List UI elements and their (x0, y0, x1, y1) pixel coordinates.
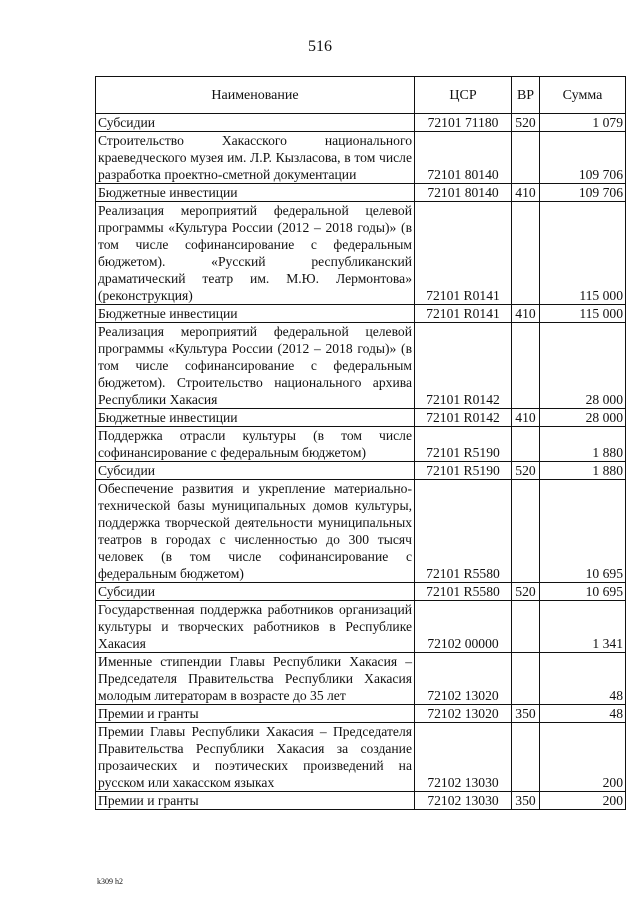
table-row (96, 653, 626, 705)
row-name: Именные стипендии Главы Республики Хакасия – Председателя Правительства Республики Хакасия молодым литераторам в возрасте до 35 лет (96, 653, 415, 705)
row-sum: 115 000 (540, 305, 626, 323)
row-csr: 72101 R5190 (415, 462, 512, 480)
row-sum: 28 000 (540, 323, 626, 409)
row-sum: 115 000 (540, 202, 626, 305)
row-csr: 72101 71180 (415, 114, 512, 132)
table-body (96, 114, 626, 810)
row-name: Премии и гранты (96, 705, 415, 723)
row-vr: 410 (512, 184, 540, 202)
row-name: Реализация мероприятий федеральной целевой программы «Культура России (2012 – 2018 годы)» (в том числе софинансирование с федеральным бюджетом). Строительство национального архива Республики Хакасия (96, 323, 415, 409)
header-row (96, 77, 626, 114)
table-row (96, 601, 626, 653)
table-row (96, 323, 626, 409)
table-row (96, 202, 626, 305)
table-row (96, 723, 626, 792)
row-vr (512, 653, 540, 705)
row-name: Субсидии (96, 462, 415, 480)
row-sum: 48 (540, 705, 626, 723)
row-csr: 72101 R5580 (415, 583, 512, 601)
row-sum: 48 (540, 653, 626, 705)
row-csr: 72102 13020 (415, 705, 512, 723)
row-sum: 1 880 (540, 462, 626, 480)
row-vr (512, 480, 540, 583)
row-name: Обеспечение развития и укрепление материально-технической базы муниципальных домов культуры, поддержка творческой деятельности муниципальных театров в городах с численностью до 300 тысяч человек (в том числе софинансирование с федеральным бюджетом) (96, 480, 415, 583)
row-sum: 1 341 (540, 601, 626, 653)
row-csr: 72101 80140 (415, 184, 512, 202)
row-name: Государственная поддержка работников организаций культуры и творческих работников в Республике Хакасия (96, 601, 415, 653)
row-csr: 72101 R0142 (415, 409, 512, 427)
table-row (96, 792, 626, 810)
row-csr: 72101 R0141 (415, 202, 512, 305)
row-name: Строительство Хакасского национального краеведческого музея им. Л.Р. Кызласова, в том числе разработка проектно-сметной документации (96, 132, 415, 184)
row-name: Бюджетные инвестиции (96, 409, 415, 427)
row-csr: 72101 80140 (415, 132, 512, 184)
table-row (96, 480, 626, 583)
header-name: Наименование (96, 77, 415, 114)
budget-table (95, 76, 626, 810)
footer-code: k309 h2 (97, 877, 123, 886)
row-vr: 350 (512, 705, 540, 723)
row-sum: 10 695 (540, 583, 626, 601)
row-csr: 72102 13030 (415, 723, 512, 792)
row-vr (512, 427, 540, 462)
row-name: Субсидии (96, 583, 415, 601)
row-vr (512, 132, 540, 184)
table-row (96, 305, 626, 323)
row-vr: 520 (512, 114, 540, 132)
row-sum: 109 706 (540, 132, 626, 184)
row-vr: 520 (512, 583, 540, 601)
row-vr (512, 202, 540, 305)
row-csr: 72101 R0141 (415, 305, 512, 323)
header-vr: ВР (512, 77, 540, 114)
header-sum: Сумма (540, 77, 626, 114)
row-sum: 28 000 (540, 409, 626, 427)
table-row (96, 462, 626, 480)
row-csr: 72102 13020 (415, 653, 512, 705)
table-row (96, 114, 626, 132)
row-vr: 410 (512, 305, 540, 323)
table-row (96, 705, 626, 723)
row-csr: 72102 00000 (415, 601, 512, 653)
table-row (96, 583, 626, 601)
table-header (96, 77, 626, 114)
row-sum: 10 695 (540, 480, 626, 583)
row-name: Бюджетные инвестиции (96, 184, 415, 202)
row-sum: 200 (540, 723, 626, 792)
row-csr: 72101 R5580 (415, 480, 512, 583)
row-sum: 200 (540, 792, 626, 810)
row-vr (512, 601, 540, 653)
row-csr: 72101 R5190 (415, 427, 512, 462)
header-csr: ЦСР (415, 77, 512, 114)
table-row (96, 427, 626, 462)
table-row (96, 132, 626, 184)
row-vr (512, 723, 540, 792)
row-name: Бюджетные инвестиции (96, 305, 415, 323)
table-row (96, 409, 626, 427)
table-row (96, 184, 626, 202)
row-name: Премии Главы Республики Хакасия – Председателя Правительства Республики Хакасия за создание прозаических и поэтических произведений на русском или хакасском языках (96, 723, 415, 792)
row-sum: 109 706 (540, 184, 626, 202)
page-number: 516 (308, 38, 332, 55)
row-name: Премии и гранты (96, 792, 415, 810)
row-vr (512, 323, 540, 409)
row-sum: 1 079 (540, 114, 626, 132)
row-csr: 72102 13030 (415, 792, 512, 810)
row-sum: 1 880 (540, 427, 626, 462)
row-vr: 350 (512, 792, 540, 810)
row-csr: 72101 R0142 (415, 323, 512, 409)
row-vr: 520 (512, 462, 540, 480)
row-name: Поддержка отрасли культуры (в том числе софинансирование с федеральным бюджетом) (96, 427, 415, 462)
row-name: Реализация мероприятий федеральной целевой программы «Культура России (2012 – 2018 годы)» (в том числе софинансирование с федеральным бюджетом). «Русский республиканский драматический театр им. М.Ю. Лермонтова» (реконструкция) (96, 202, 415, 305)
row-vr: 410 (512, 409, 540, 427)
row-name: Субсидии (96, 114, 415, 132)
